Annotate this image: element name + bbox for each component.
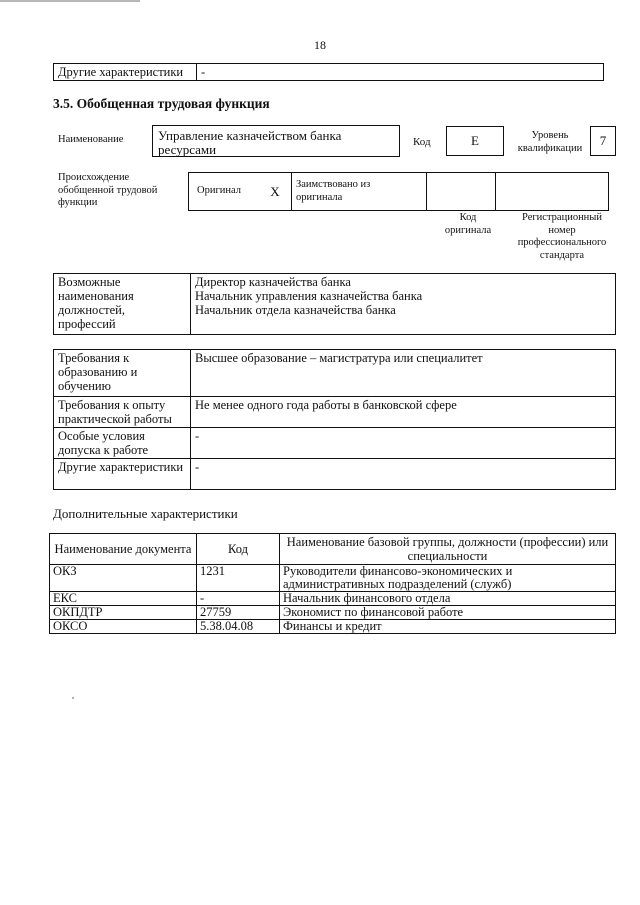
requirements-table xyxy=(53,349,616,490)
job-titles-label xyxy=(54,274,191,335)
job-titles-list xyxy=(191,274,616,335)
caption-reg-line-3: профессионального xyxy=(517,237,607,248)
original-code-cell xyxy=(427,173,496,211)
header-code: Код xyxy=(197,534,280,565)
code-value-box xyxy=(446,126,504,156)
scan-speck xyxy=(72,697,74,699)
education-label: Требования к образованию и обучению xyxy=(54,350,191,397)
cell-group-name: Руководители финансово-экономических и административных подразделений (служб) xyxy=(280,565,616,592)
origin-label xyxy=(58,172,178,210)
borrowed-label-line-1: Заимствовано из xyxy=(296,179,371,190)
cell-code: - xyxy=(197,592,280,606)
job-titles-label-line-4: профессий xyxy=(58,317,116,331)
section-title: 3.5. Обобщенная трудовая функция xyxy=(53,96,270,111)
caption-original-code xyxy=(432,212,504,237)
level-value: 7 xyxy=(599,133,607,148)
job-titles-label-line-2: наименования xyxy=(58,289,134,303)
level-label-line-2: квалификации xyxy=(517,142,583,154)
extra-characteristics-title: Дополнительные характеристики xyxy=(53,506,238,521)
borrowed-label-line-2: оригинала xyxy=(296,191,343,203)
cell-code: 1231 xyxy=(197,565,280,592)
level-label xyxy=(512,130,588,155)
origin-table xyxy=(188,172,609,211)
cell-document: ЕКС xyxy=(50,592,197,606)
other-characteristics-value: - xyxy=(197,64,604,81)
cell-group-name: Финансы и кредит xyxy=(280,620,616,634)
level-label-line-1: Уровень xyxy=(531,130,569,141)
original-mark: X xyxy=(259,173,292,211)
scan-artifact-line xyxy=(0,0,140,2)
caption-reg-line-2: номер xyxy=(548,224,576,236)
caption-code-line-1: Код xyxy=(459,212,477,223)
table-row xyxy=(50,592,616,606)
job-title-item: Начальник управления казначейства банка xyxy=(195,289,423,303)
origin-label-line-1: Происхождение xyxy=(58,172,130,183)
registration-number-cell xyxy=(496,173,609,211)
table-row xyxy=(50,620,616,634)
cell-code: 27759 xyxy=(197,606,280,620)
extra-characteristics-table xyxy=(49,533,616,634)
job-title-item: Начальник отдела казначейства банка xyxy=(195,303,396,317)
experience-value: Не менее одного года работы в банковской сфере xyxy=(191,397,616,428)
other-label: Другие характеристики xyxy=(54,459,191,490)
job-title-item: Директор казначейства банка xyxy=(195,275,351,289)
caption-registration-number xyxy=(506,212,618,262)
cell-group-name: Экономист по финансовой работе xyxy=(280,606,616,620)
job-titles-label-line-1: Возможные xyxy=(58,275,121,289)
cell-document: ОКСО xyxy=(50,620,197,634)
education-value: Высшее образование – магистратура или специалитет xyxy=(191,350,616,397)
cell-group-name: Начальник финансового отдела xyxy=(280,592,616,606)
name-label: Наименование xyxy=(58,134,124,145)
other-characteristics-label: Другие характеристики xyxy=(54,64,197,81)
name-value-box xyxy=(152,125,400,157)
cell-code: 5.38.04.08 xyxy=(197,620,280,634)
caption-reg-line-1: Регистрационный xyxy=(522,212,602,223)
other-value: - xyxy=(191,459,616,490)
job-titles-table xyxy=(53,273,616,335)
borrowed-label xyxy=(292,173,427,211)
code-value: E xyxy=(471,133,479,148)
special-conditions-value: - xyxy=(191,428,616,459)
table-header-row xyxy=(50,534,616,565)
experience-label: Требования к опыту практической работы xyxy=(54,397,191,428)
header-group-name: Наименование базовой группы, должности (профессии) или специальности xyxy=(280,534,616,565)
caption-code-line-2: оригинала xyxy=(444,224,492,236)
other-characteristics-table xyxy=(53,63,604,81)
origin-label-line-3: функции xyxy=(58,197,98,208)
original-label: Оригинал xyxy=(189,173,260,211)
code-label: Код xyxy=(413,136,431,148)
cell-document: ОКПДТР xyxy=(50,606,197,620)
special-conditions-label: Особые условия допуска к работе xyxy=(54,428,191,459)
page-number: 18 xyxy=(314,38,326,52)
caption-reg-line-4: стандарта xyxy=(539,249,585,261)
header-document: Наименование документа xyxy=(50,534,197,565)
cell-document: ОКЗ xyxy=(50,565,197,592)
table-row xyxy=(50,565,616,592)
level-value-box xyxy=(590,126,616,156)
origin-label-line-2: обобщенной трудовой xyxy=(58,184,158,196)
table-row xyxy=(50,606,616,620)
job-titles-label-line-3: должностей, xyxy=(58,303,125,317)
name-value: Управление казначейством банка ресурсами xyxy=(158,128,342,157)
